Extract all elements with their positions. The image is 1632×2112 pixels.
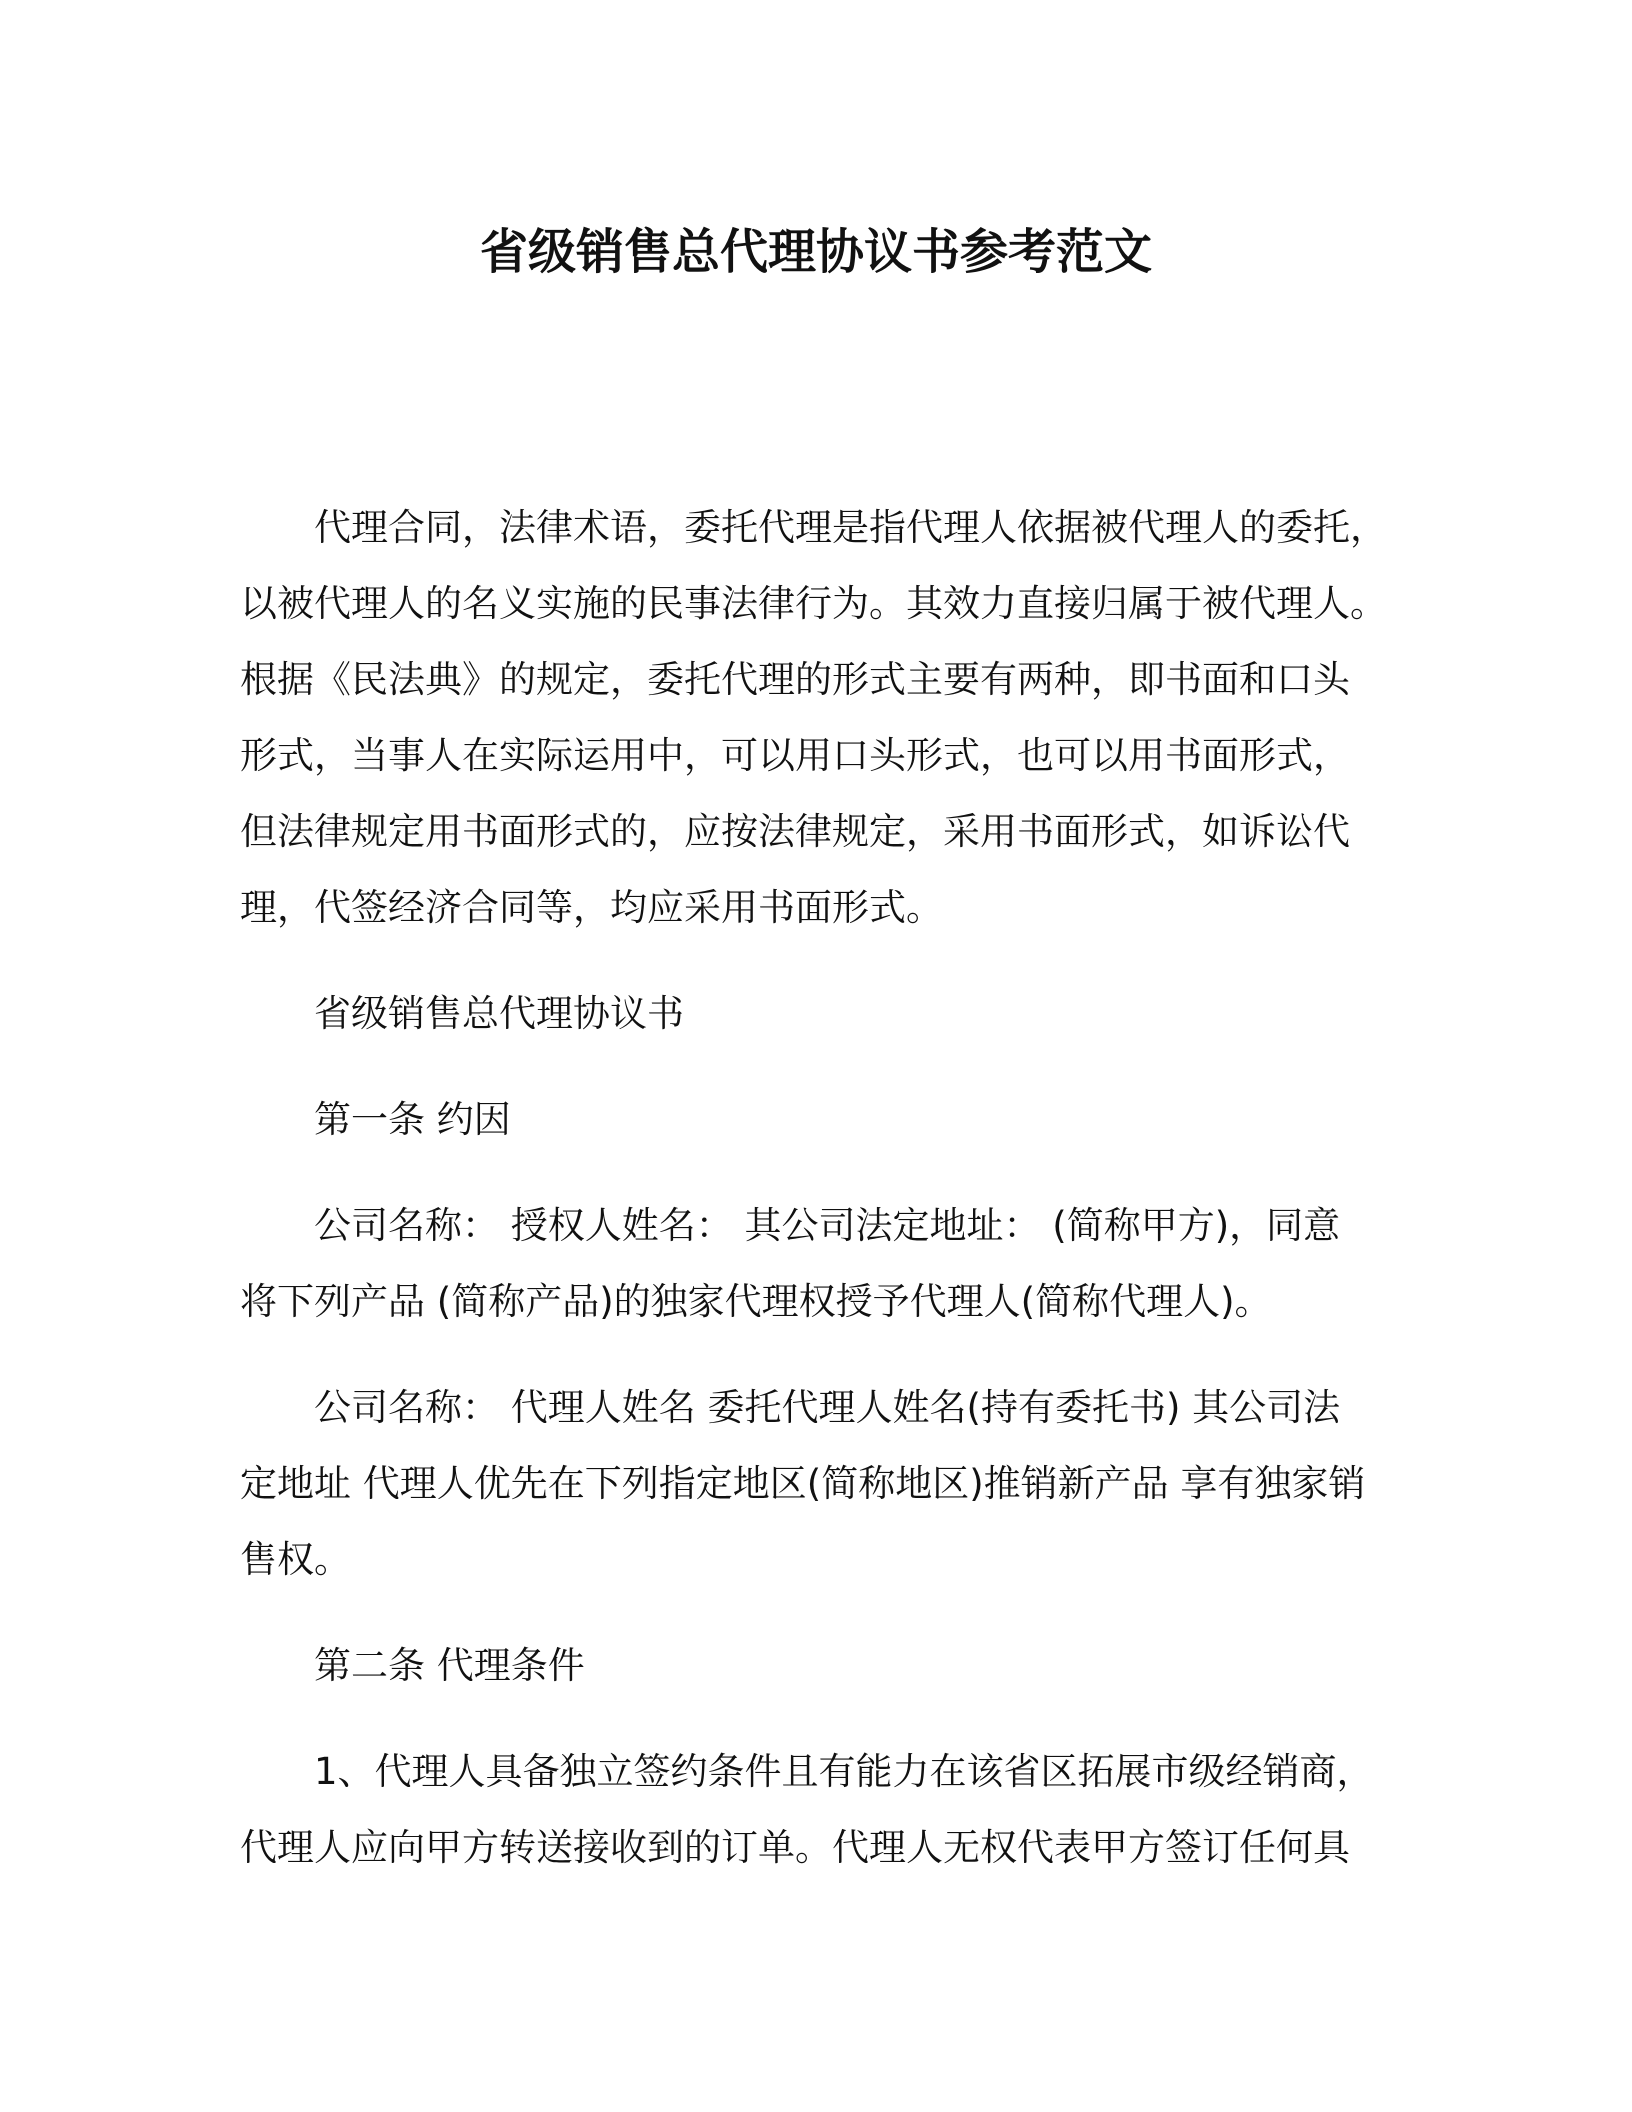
text-line: 代理人应向甲方转送接收到的订单。代理人无权代表甲方签订任何具 [240,1826,1350,1869]
text-line: 1、代理人具备独立签约条件且有能力在该省区拓展市级经销商， [314,1750,1374,1793]
text-line: 根据《民法典》的规定，委托代理的形式主要有两种，即书面和口头 [240,658,1350,701]
text-line: 公司名称： 代理人姓名 委托代理人姓名(持有委托书) 其公司法 [314,1386,1341,1429]
paragraph-agent [240,1370,1410,1598]
document-body [240,490,1410,1886]
text-line: 第一条 约因 [314,1098,511,1141]
text-line: 代理合同，法律术语，委托代理是指代理人依据被代理人的委托， [314,506,1387,549]
paragraph-article-1-heading [240,1082,1410,1158]
paragraph-condition-1 [240,1734,1410,1886]
paragraph-intro [240,490,1410,946]
text-line: 将下列产品 (简称产品)的独家代理权授予代理人(简称代理人)。 [240,1280,1272,1323]
paragraph-article-2-heading [240,1628,1410,1704]
text-line: 形式，当事人在实际运用中，可以用口头形式，也可以用书面形式， [240,734,1350,777]
paragraph-party-a [240,1188,1410,1340]
text-line: 省级销售总代理协议书 [314,992,684,1035]
text-line: 理，代签经济合同等，均应采用书面形式。 [240,886,943,929]
document-title: 省级销售总代理协议书参考范文 [479,224,1152,280]
text-line: 第二条 代理条件 [314,1644,585,1687]
text-line: 以被代理人的名义实施的民事法律行为。其效力直接归属于被代理人。 [240,582,1387,625]
text-line: 但法律规定用书面形式的，应按法律规定，采用书面形式，如诉讼代 [240,810,1350,853]
text-line: 售权。 [240,1538,351,1581]
text-line: 公司名称： 授权人姓名： 其公司法定地址： (简称甲方)，同意 [314,1204,1341,1247]
paragraph-agreement-heading [240,976,1410,1052]
text-line: 定地址 代理人优先在下列指定地区(简称地区)推销新产品 享有独家销 [240,1462,1366,1505]
